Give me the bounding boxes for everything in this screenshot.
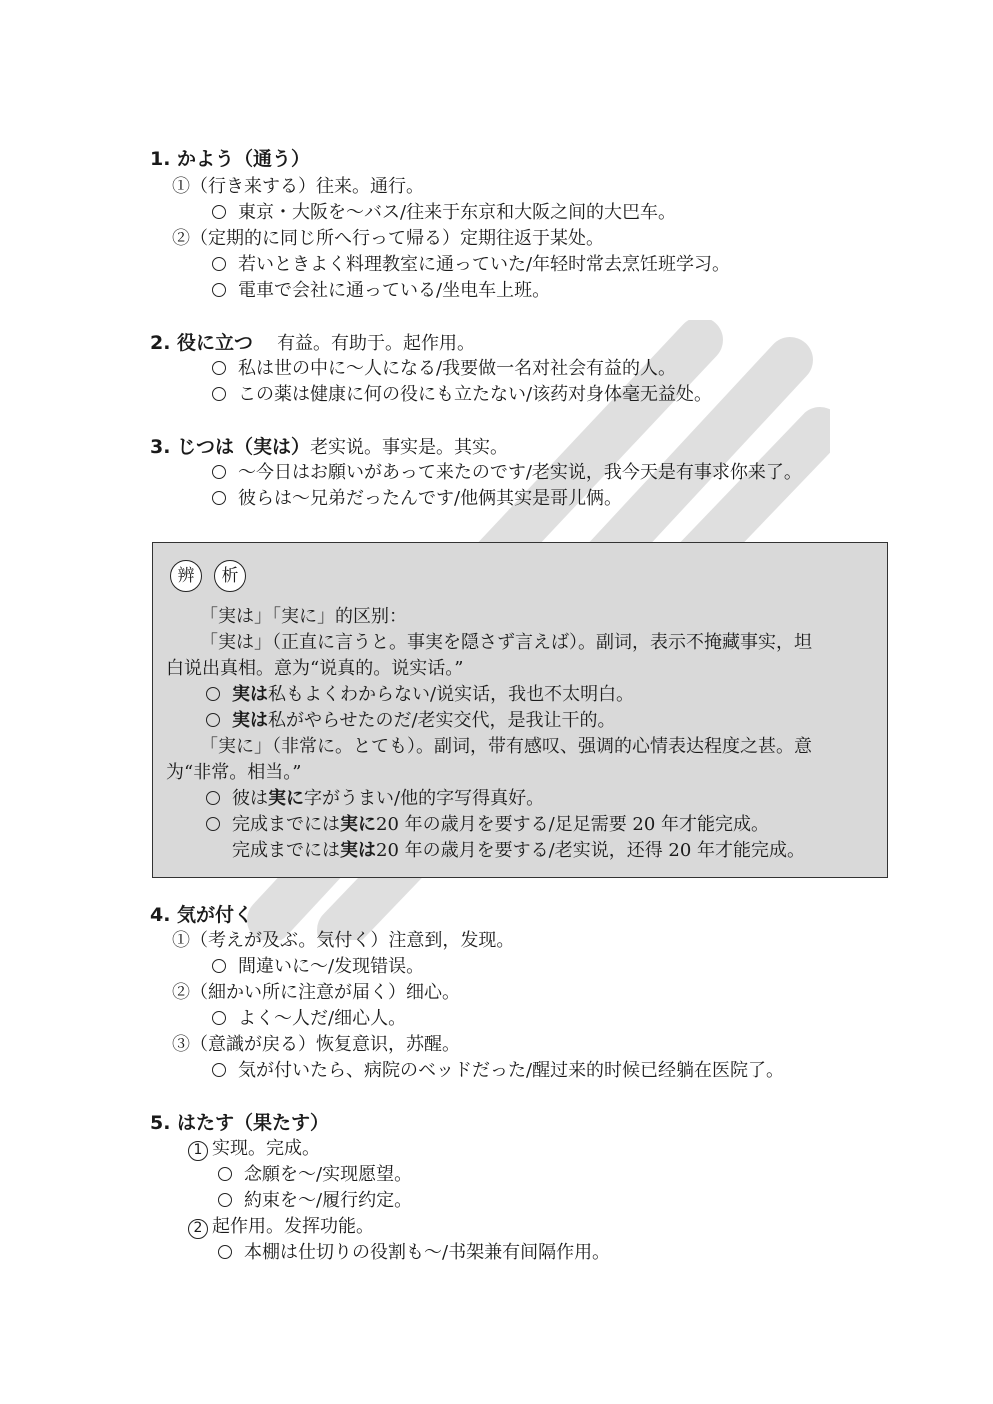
bullet-circle-icon <box>212 257 226 271</box>
entry-5-heading: 5. はたす（果たす） <box>150 1112 330 1134</box>
bullet-circle-icon <box>218 1167 232 1181</box>
example-item: 彼は実に字がうまい/他的字写得真好。 <box>206 786 544 812</box>
example-item: 約束を～/履行约定。 <box>218 1188 412 1214</box>
entry-4-sense-1: ①（考えが及ぶ。気付く）注意到，发现。 <box>172 930 515 951</box>
bullet-circle-icon <box>206 713 220 727</box>
box-paragraph-2-line-2: 为“非常。相当。” <box>166 762 302 783</box>
entry-3-gloss: 老实说。事实是。其实。 <box>310 437 509 458</box>
entry-2-gloss: 有益。有助于。起作用。 <box>277 333 476 354</box>
bullet-circle-icon <box>212 959 226 973</box>
bullet-circle-icon <box>212 361 226 375</box>
example-item: 彼らは～兄弟だったんです/他俩其实是哥儿俩。 <box>212 486 622 512</box>
example-item: 実は私もよくわからない/说实话，我也不太明白。 <box>206 682 634 708</box>
badge-bian: 辨 <box>170 560 202 592</box>
example-item: 私は世の中に～人になる/我要做一名对社会有益的人。 <box>212 356 676 382</box>
entry-1-sense-2: ②（定期的に同じ所へ行って帰る）定期往返于某处。 <box>172 228 604 249</box>
entry-3-heading-line: 3. じつは（実は）老实说。事实是。其实。 <box>150 436 509 458</box>
entry-1-heading: 1. かよう（通う） <box>150 148 311 170</box>
example-item: よく～人だ/细心人。 <box>212 1006 406 1032</box>
bullet-circle-icon <box>218 1245 232 1259</box>
bullet-circle-icon <box>212 465 226 479</box>
bullet-circle-icon <box>212 205 226 219</box>
bullet-circle-icon <box>212 491 226 505</box>
example-item: ～今日はお願いがあって来たのです/老实说，我今天是有事求你来了。 <box>212 460 802 486</box>
bullet-circle-icon <box>206 791 220 805</box>
box-paragraph-1-line-2: 白说出真相。意为“说真的。说实话。” <box>166 658 464 679</box>
example-item: 完成までには実は20 年の歳月を要する/老实说，还得 20 年才能完成。 <box>232 840 806 861</box>
example-item: 東京・大阪を～バス/往来于东京和大阪之间的大巴车。 <box>212 200 676 226</box>
box-paragraph-2-line-1: 「実に」（非常に。とても）。副词，带有感叹、强调的心情表达程度之甚。意 <box>200 736 812 757</box>
bullet-circle-icon <box>212 283 226 297</box>
entry-2-heading-line: 2. 役に立つ 有益。有助于。起作用。 <box>150 332 476 354</box>
example-item: 間違いに～/发现错误。 <box>212 954 424 980</box>
circled-number: 1 <box>188 1141 208 1161</box>
bullet-circle-icon <box>206 687 220 701</box>
example-item: 気が付いたら、病院のベッドだった/醒过来的时候已经躺在医院了。 <box>212 1058 784 1084</box>
example-item: この薬は健康に何の役にも立たない/该药对身体毫无益处。 <box>212 382 712 408</box>
box-paragraph-1-line-1: 「実は」（正直に言うと。事実を隠さず言えば）。副词，表示不掩藏事实，坦 <box>200 632 812 653</box>
example-item: 本棚は仕切りの役割も～/书架兼有间隔作用。 <box>218 1240 610 1266</box>
entry-5-sense-2: 2 起作用。发挥功能。 <box>188 1214 374 1240</box>
entry-5-sense-1: 1 实现。完成。 <box>188 1136 320 1162</box>
entry-4-sense-3: ③（意識が戻る）恢复意识，苏醒。 <box>172 1034 460 1055</box>
bullet-circle-icon <box>206 817 220 831</box>
circled-number: 2 <box>188 1219 208 1239</box>
example-item: 電車で会社に通っている/坐电车上班。 <box>212 278 550 304</box>
badge-xi: 析 <box>214 560 246 592</box>
bullet-circle-icon <box>218 1193 232 1207</box>
example-item: 若いときよく料理教室に通っていた/年轻时常去烹饪班学习。 <box>212 252 730 278</box>
bullet-circle-icon <box>212 387 226 401</box>
entry-4-heading: 4. 気が付く <box>150 904 254 926</box>
bullet-circle-icon <box>212 1011 226 1025</box>
entry-1-sense-1: ①（行き来する）往来。通行。 <box>172 176 424 197</box>
example-item: 実は私がやらせたのだ/老实交代，是我让干的。 <box>206 708 616 734</box>
entry-4-sense-2: ②（細かい所に注意が届く）细心。 <box>172 982 460 1003</box>
example-item: 念願を～/实现愿望。 <box>218 1162 412 1188</box>
example-item: 完成までには実に20 年の歳月を要する/足足需要 20 年才能完成。 <box>206 812 769 838</box>
bullet-circle-icon <box>212 1063 226 1077</box>
box-intro: 「実は」「実に」的区别： <box>200 606 407 627</box>
